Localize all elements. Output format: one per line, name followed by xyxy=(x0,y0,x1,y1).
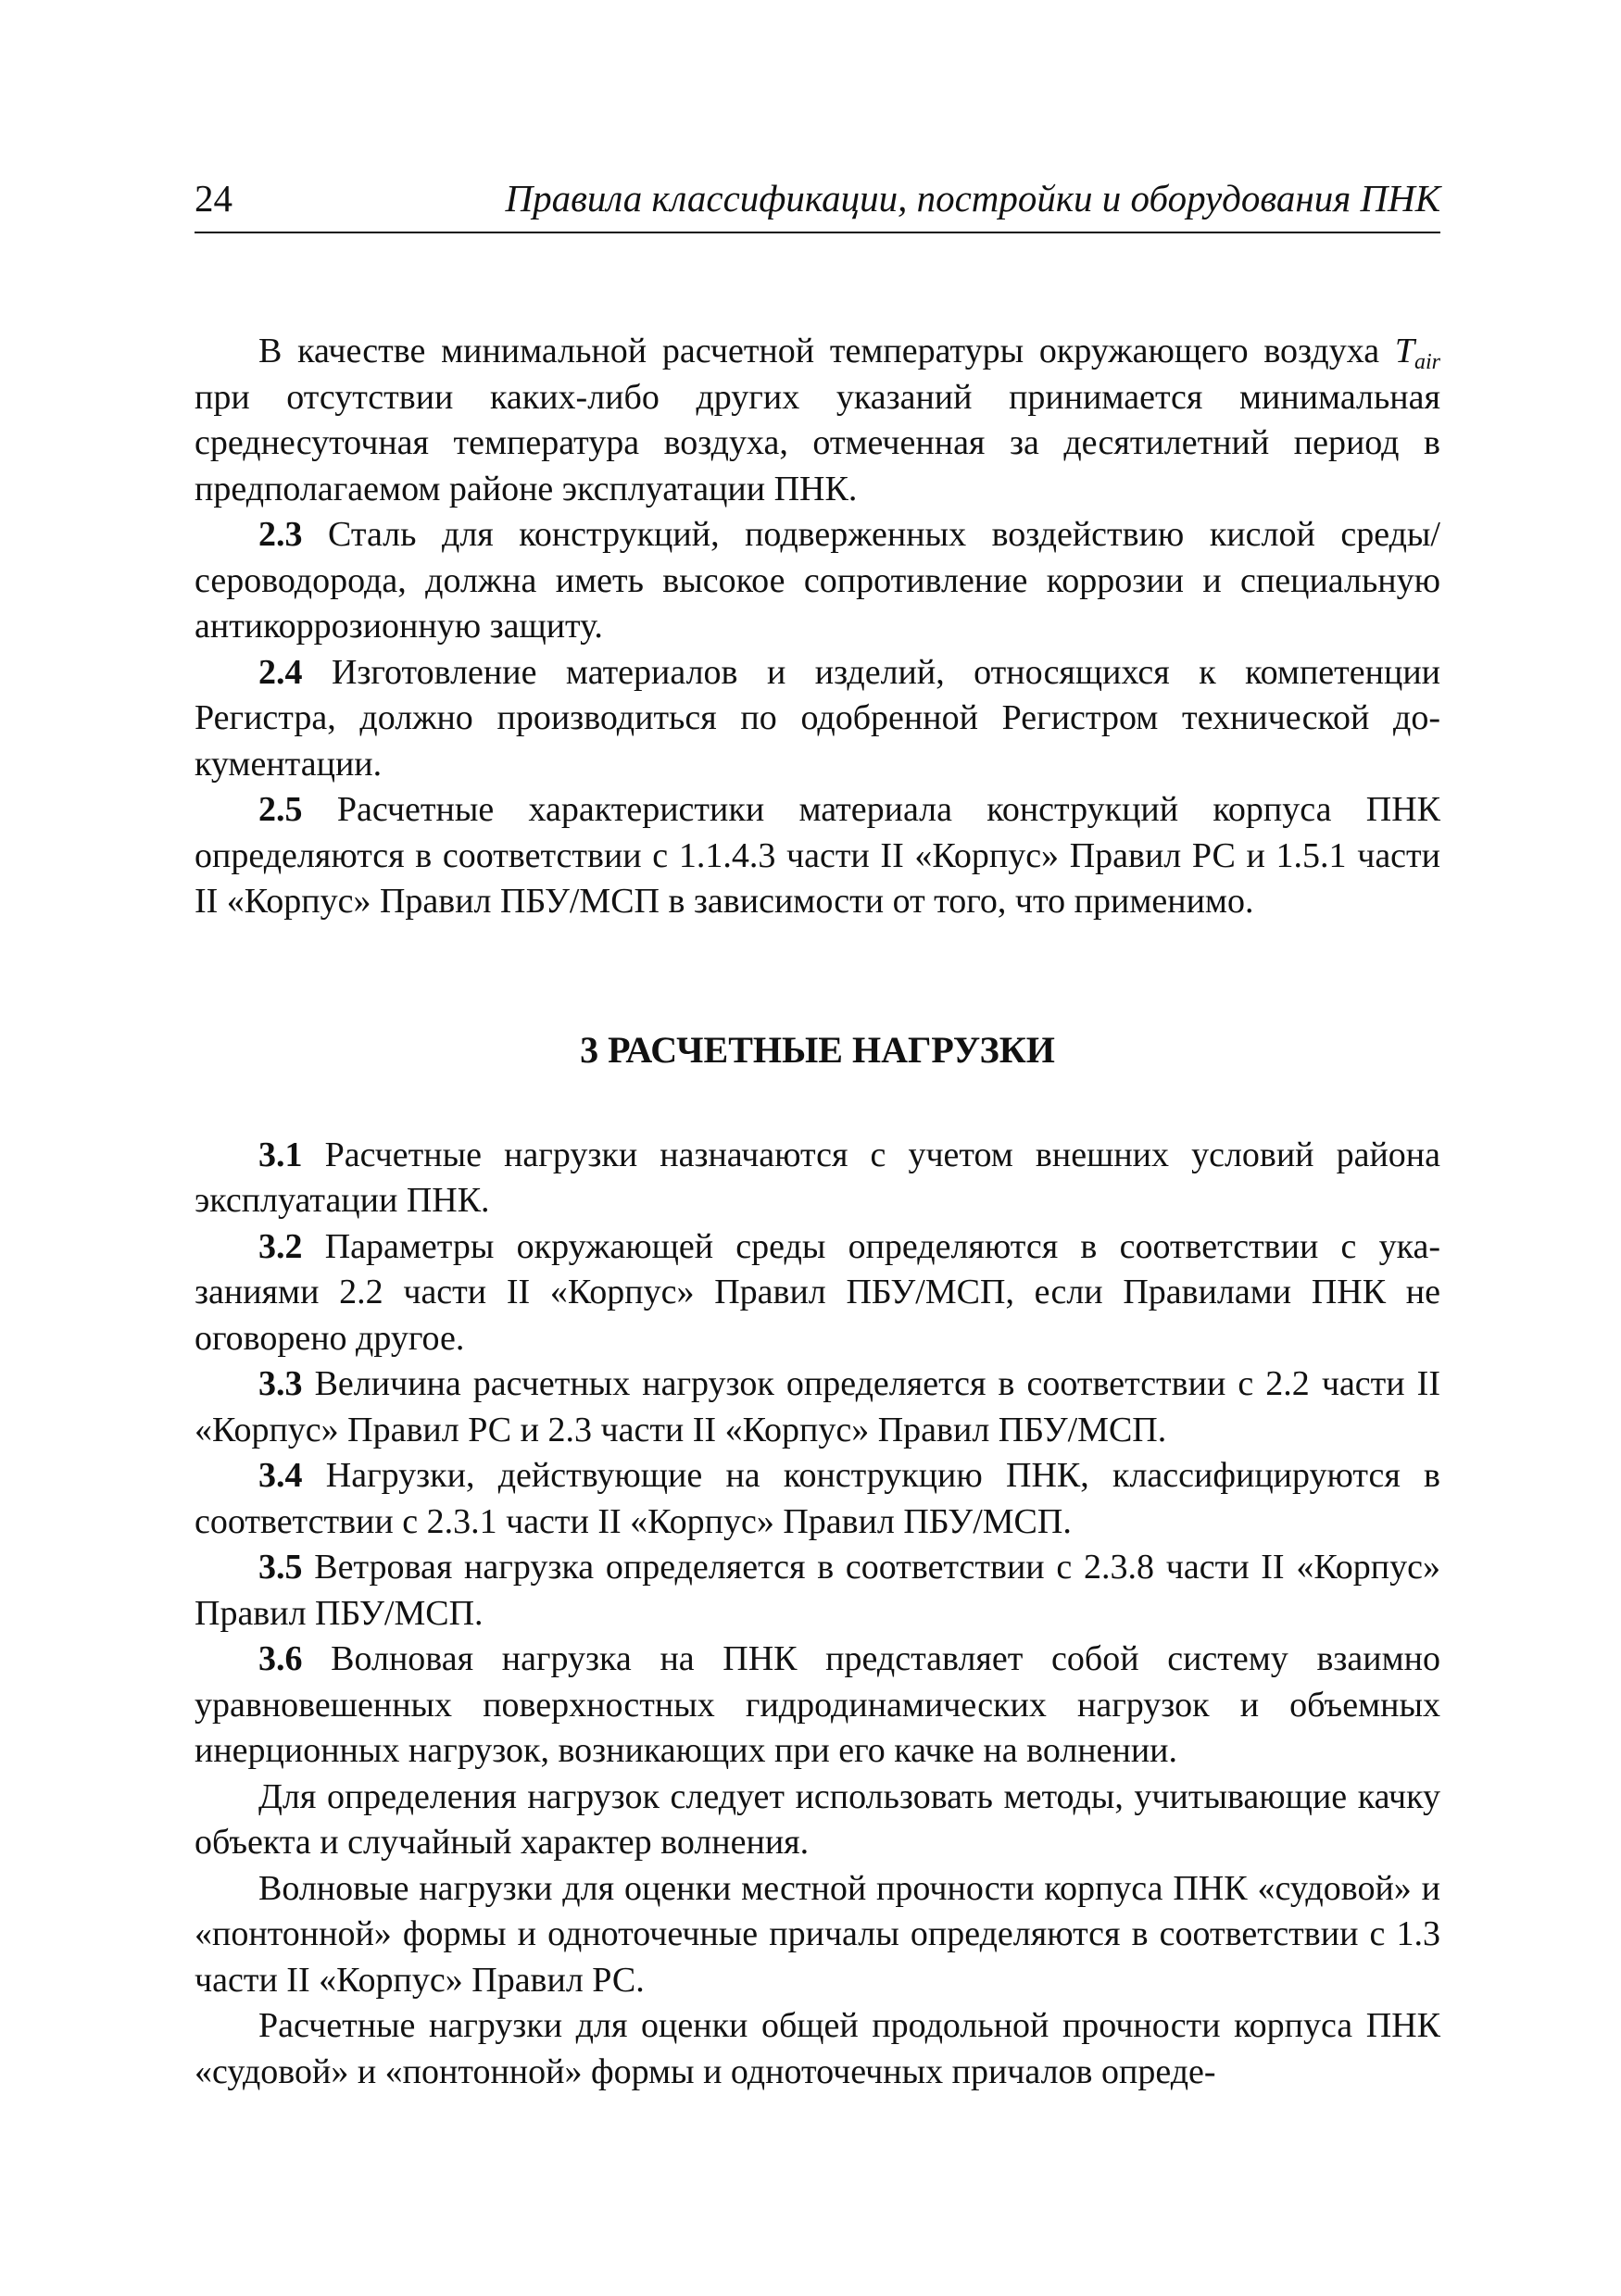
clause-text: Ветровая нагрузка определяется в соответствии с 2.3.8 части II «Корпус» Правил ПБУ/МСП. xyxy=(195,1548,1440,1633)
clause-3-2 xyxy=(195,1224,1440,1362)
paragraph-methods: Для определения нагрузок следует использовать методы, учитывающие качку объекта и случайный характер волнения. xyxy=(195,1776,1440,1862)
header-rule xyxy=(195,232,1440,233)
variable-t-subscript: air xyxy=(1414,350,1440,374)
clause-3-3 xyxy=(195,1361,1440,1453)
section-3-heading: 3 РАСЧЕТНЫЕ НАГРУЗКИ xyxy=(580,1028,1055,1071)
clause-number: 3.2 xyxy=(258,1226,303,1266)
clause-2-5 xyxy=(195,787,1440,925)
clause-text: Расчетные нагрузки назначаются с учетом внешних условий района эксплуатации ПНК. xyxy=(195,1135,1440,1220)
clause-2-4 xyxy=(195,650,1440,788)
paragraph-design-loads: Расчетные нагрузки для оценки общей продольной прочности корпуса ПНК «судовой» и «понтонной» формы и одноточечных причалов опреде- xyxy=(195,2006,1440,2091)
page-body xyxy=(195,329,1440,2095)
clause-3-6 xyxy=(195,1637,1440,1775)
intro-text-start: В качестве минимальной расчетной температуры окружающего воздуха xyxy=(258,332,1395,370)
page-number: 24 xyxy=(195,177,232,220)
variable-t-symbol: T xyxy=(1394,332,1414,370)
clause-3-1 xyxy=(195,1133,1440,1224)
clause-3-4 xyxy=(195,1453,1440,1545)
running-header xyxy=(195,174,1440,222)
clause-number: 3.1 xyxy=(258,1135,303,1174)
clause-3-5 xyxy=(195,1545,1440,1637)
clause-number: 2.5 xyxy=(258,790,303,829)
intro-paragraph xyxy=(195,329,1440,512)
clause-text: Расчетные характеристики материала конструкций корпуса ПНК определяются в соответствии с 1.1.4.3 части II «Корпус» Правил РС и 1.5.1 части II «Корпус» Правил ПБУ/МСП в зависимости от того, что применимо. xyxy=(195,790,1440,921)
clause-text: Нагрузки, действующие на конструкцию ПНК, классифицируются в соответствии с 2.3.1 части II «Корпус» Правил ПБУ/МСП. xyxy=(195,1456,1440,1541)
clause-number: 2.4 xyxy=(258,652,303,692)
clause-2-3 xyxy=(195,512,1440,650)
running-title: Правила классификации, постройки и оборудования ПНК xyxy=(505,177,1440,220)
clause-number: 2.3 xyxy=(258,515,303,554)
clause-number: 3.5 xyxy=(258,1548,303,1587)
clause-text: Сталь для конструкций, подверженных воздействию кислой среды/ сероводорода, должна иметь высокое сопротивление коррозии и специальную антикоррозионную защиту. xyxy=(195,515,1440,646)
clause-text: Величина расчетных нагрузок определяется в соответствии с 2.2 части II «Корпус» Правил РС и 2.3 части II «Корпус» Правил ПБУ/МСП. xyxy=(195,1364,1440,1449)
clause-number: 3.6 xyxy=(258,1639,303,1678)
clause-number: 3.4 xyxy=(258,1456,303,1495)
clause-text: Волновая нагрузка на ПНК представляет собой систему взаимно уравновешенных поверхностных гидродинамических нагрузок и объемных инерционных нагрузок, возникающих при его качке на волнении. xyxy=(195,1639,1440,1770)
clause-number: 3.3 xyxy=(258,1364,303,1403)
clause-text: Параметры окружающей среды определяются в соответствии с указаниями 2.2 части II «Корпус» Правил ПБУ/МСП, если Правилами ПНК не оговорено другое. xyxy=(195,1226,1440,1358)
clause-text: Изготовление материалов и изделий, относящихся к компетенции Регистра, должно производиться по одобренной Регистром технической документации. xyxy=(195,652,1440,784)
paragraph-wave-loads: Волновые нагрузки для оценки местной прочности корпуса ПНК «судовой» и «понтонной» формы и одноточечные причалы определяются в соответствии с 1.3 части II «Корпус» Правил РС. xyxy=(195,1868,1440,2000)
intro-text-end: при отсутствии каких-либо других указаний принимается минимальная среднесуточная температура воздуха, отмеченная за десятилетний период в предполагаемом районе эксплуатации ПНК. xyxy=(195,377,1440,508)
